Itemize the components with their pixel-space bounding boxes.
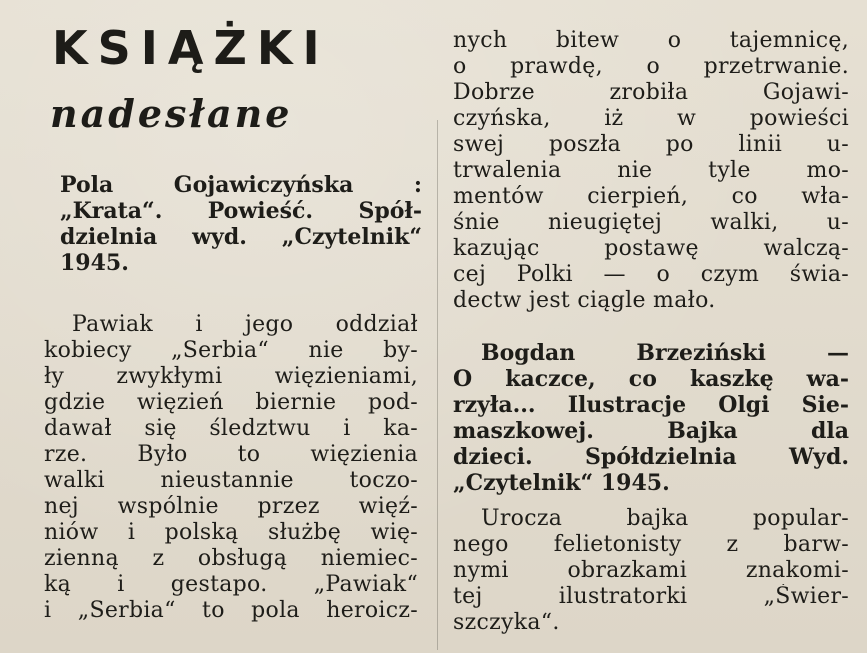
book1-review [44,312,418,624]
text-line: swej poszła po linii u- [453,132,849,157]
text-line: i „Serbia“ to pola heroicz- [44,598,418,623]
text-line: maszkowej. Bajka dla [453,418,849,444]
text-line: zienną z obsługą niemiec- [44,546,418,571]
text-line: „Czytelnik“ 1945. [453,470,670,496]
section-title: KSIĄŻKI [52,21,330,75]
text-line: walki nieustannie toczo- [44,468,418,493]
text-line: trwalenia nie tyle mo- [453,158,849,183]
text-line: dectw jest ciągle mało. [453,288,716,313]
text-line: kobiecy „Serbia“ nie by- [44,338,418,363]
text-line: szczyka“. [453,610,560,635]
section-subtitle: nadesłane [50,91,293,136]
text-line: nej wspólnie przez więź- [44,494,418,519]
text-line: O kaczce, co kaszkę wa- [453,366,849,392]
book2-review [453,506,849,636]
text-line: nymi obrazkami znakomi- [453,558,849,583]
text-line: nego felietonisty z barw- [453,532,849,557]
column-divider [437,120,438,650]
text-line: o prawdę, o przetrwanie. [453,54,849,79]
text-line: dawał się śledztwu i ka- [44,416,418,441]
text-line: kazując postawę walczą- [453,236,849,261]
text-line: Pawiak i jego oddział [72,312,418,337]
text-line: cej Polki — o czym świa- [453,262,849,287]
text-line: ły zwykłymi więzieniami, [44,364,418,389]
text-line: Urocza bajka popular- [481,506,849,531]
text-line: nych bitew o tajemnicę, [453,28,849,53]
text-line: gdzie więzień biernie pod- [44,390,418,415]
book1-review-continued [453,28,849,314]
text-line: niów i polską służbę wię- [44,520,418,545]
text-line: Pola Gojawiczyńska : [60,172,422,198]
book2-citation [453,340,849,496]
text-line: dzielnia wyd. „Czytelnik“ [60,224,422,250]
text-line: ką i gestapo. „Pawiak“ [44,572,418,597]
text-line: rze. Było to więzienia [44,442,418,467]
text-line: czyńska, iż w powieści [453,106,849,131]
book1-citation [60,172,422,276]
text-line: Dobrze zrobiła Gojawi- [453,80,849,105]
text-line: „Krata“. Powieść. Spół- [60,198,422,224]
text-line: śnie nieugiętej walki, u- [453,210,849,235]
text-line: 1945. [60,250,129,276]
text-line: mentów cierpień, co wła- [453,184,849,209]
text-line: tej ilustratorki „Świer- [453,584,849,609]
text-line: rzyła... Ilustracje Olgi Sie- [453,392,849,418]
text-line: Bogdan Brzeziński — [481,340,849,366]
text-line: dzieci. Spółdzielnia Wyd. [453,444,849,470]
